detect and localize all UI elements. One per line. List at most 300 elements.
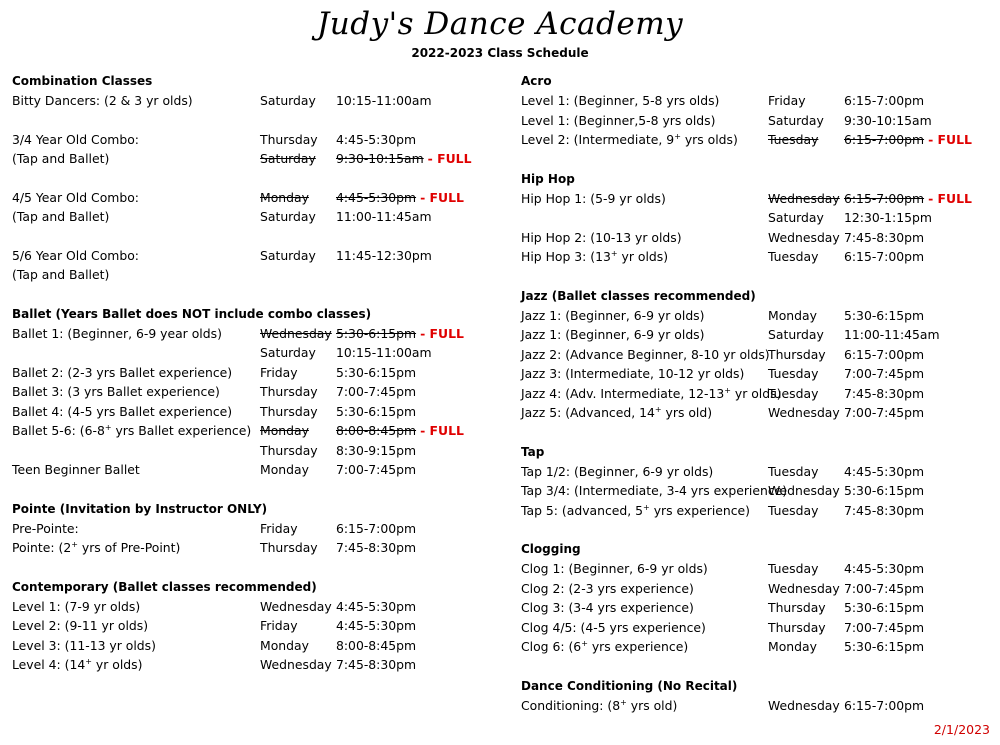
class-row xyxy=(12,441,502,461)
class-time: 10:15-11:00am xyxy=(336,345,432,360)
class-row xyxy=(12,460,502,480)
class-name xyxy=(12,149,109,169)
class-row xyxy=(521,462,991,482)
class-time-cell xyxy=(336,130,416,150)
class-day: Wednesday xyxy=(768,405,840,420)
class-name-text: 4/5 Year Old Combo: xyxy=(12,189,139,205)
class-day: Thursday xyxy=(260,442,318,458)
class-row xyxy=(12,265,502,285)
class-name-text: Bitty Dancers: (2 & 3 yr olds) xyxy=(12,93,193,108)
class-row xyxy=(12,655,502,675)
class-row xyxy=(521,384,991,404)
class-time-cell xyxy=(844,228,924,248)
class-time-cell xyxy=(336,91,432,111)
full-prefix: - xyxy=(420,423,426,438)
class-name xyxy=(521,696,677,716)
class-row xyxy=(12,402,502,422)
class-row xyxy=(12,149,502,169)
class-name-text: Hip Hop 1: (5-9 yr olds) xyxy=(521,190,666,206)
class-time-cell xyxy=(336,421,464,441)
class-time-cell xyxy=(336,324,464,344)
class-row xyxy=(12,207,502,227)
class-row xyxy=(521,306,991,326)
class-time: 7:45-8:30pm xyxy=(844,385,925,401)
class-name-text: Pointe: (2 xyxy=(12,540,72,555)
class-name-text: Pre-Pointe: xyxy=(12,520,79,536)
class-time-cell xyxy=(336,207,432,227)
class-time-cell xyxy=(844,481,924,501)
class-row xyxy=(521,189,991,209)
class-row xyxy=(521,598,991,618)
class-time: 7:00-7:45pm xyxy=(844,405,925,420)
spacer xyxy=(12,480,502,499)
class-name-text: 3/4 Year Old Combo: xyxy=(12,131,139,147)
class-time: 4:45-5:30pm xyxy=(844,463,925,479)
class-time: 11:00-11:45am xyxy=(336,209,432,224)
class-name-text-after: yrs old) xyxy=(661,405,713,420)
class-time: 6:15-7:00pm xyxy=(844,697,925,713)
class-name-text: Jazz 1: (Beginner, 6-9 yr olds) xyxy=(521,307,705,323)
class-day: Friday xyxy=(260,520,298,536)
schedule-section xyxy=(12,577,502,675)
class-time-cell xyxy=(844,462,924,482)
class-name xyxy=(521,403,712,423)
class-day: Wednesday xyxy=(768,697,840,713)
class-time-cell xyxy=(844,325,940,345)
class-name-text: Hip Hop 3: (13 xyxy=(521,249,611,264)
class-name-text: Jazz 1: (Beginner, 6-9 yr olds) xyxy=(521,327,705,342)
section-title: Hip Hop xyxy=(521,171,575,186)
class-name xyxy=(521,91,719,111)
full-prefix: - xyxy=(928,190,934,206)
class-name xyxy=(521,579,694,599)
spacer xyxy=(521,520,991,539)
section-title: Ballet (Years Ballet does NOT include combo classes) xyxy=(12,306,372,321)
class-time: 5:30-6:15pm xyxy=(336,325,417,341)
class-name-text: Tap 5: (advanced, 5 xyxy=(521,502,644,518)
class-name xyxy=(521,559,708,579)
class-day: Tuesday xyxy=(768,502,819,518)
class-day: Monday xyxy=(260,423,309,438)
class-name xyxy=(521,247,668,267)
section-title: Dance Conditioning (No Recital) xyxy=(521,678,738,693)
class-row xyxy=(12,246,502,266)
class-day: Saturday xyxy=(260,345,316,360)
class-day: Friday xyxy=(260,618,298,633)
class-time: 7:00-7:45pm xyxy=(844,366,925,381)
class-name xyxy=(12,519,79,539)
class-time-cell xyxy=(336,519,416,539)
plus-superscript: + xyxy=(643,502,650,512)
class-name-text-after: yr olds) xyxy=(730,385,782,401)
class-day: Saturday xyxy=(260,93,316,108)
class-name-text: 5/6 Year Old Combo: xyxy=(12,247,139,263)
class-time: 5:30-6:15pm xyxy=(336,364,417,380)
class-row xyxy=(521,208,991,228)
class-row xyxy=(521,501,991,521)
class-row xyxy=(521,345,991,365)
class-row xyxy=(521,111,991,131)
class-name xyxy=(12,421,251,441)
spacer xyxy=(12,169,502,188)
full-prefix: - xyxy=(928,132,934,147)
class-time: 7:00-7:45pm xyxy=(844,580,925,596)
class-time: 4:45-5:30pm xyxy=(844,561,925,576)
class-row xyxy=(521,364,991,384)
full-badge xyxy=(420,190,464,205)
class-row xyxy=(12,130,502,150)
class-name xyxy=(12,597,140,617)
class-time: 10:15-11:00am xyxy=(336,93,432,108)
class-name-text: Hip Hop 2: (10-13 yr olds) xyxy=(521,229,682,245)
class-name xyxy=(12,460,140,480)
class-name xyxy=(12,207,109,227)
class-day: Monday xyxy=(768,639,817,654)
class-time: 8:30-9:15pm xyxy=(336,442,417,458)
class-row xyxy=(521,228,991,248)
class-time-cell xyxy=(336,616,416,636)
class-time-cell xyxy=(336,382,416,402)
page-subtitle: 2022-2023 Class Schedule xyxy=(411,46,589,60)
class-row xyxy=(12,91,502,111)
class-time-cell xyxy=(336,149,471,169)
class-day: Saturday xyxy=(260,247,316,263)
class-row xyxy=(12,343,502,363)
section-title: Combination Classes xyxy=(12,74,153,88)
class-time-cell xyxy=(336,636,416,656)
class-day: Friday xyxy=(260,364,298,380)
class-day: Monday xyxy=(260,462,309,477)
class-time: 6:15-7:00pm xyxy=(844,190,925,206)
plus-superscript: + xyxy=(724,385,731,395)
class-day: Thursday xyxy=(768,619,826,635)
class-name-text-after: yrs old) xyxy=(626,697,678,713)
full-label: FULL xyxy=(437,151,472,166)
class-day: Saturday xyxy=(768,327,824,342)
spacer xyxy=(521,657,991,676)
class-name xyxy=(521,598,694,618)
class-time-cell xyxy=(844,111,932,131)
class-time-cell xyxy=(336,363,416,383)
section-title: Pointe (Invitation by Instructor ONLY) xyxy=(12,501,268,516)
class-time-cell xyxy=(844,130,972,150)
class-name xyxy=(521,306,704,326)
class-name xyxy=(12,538,180,558)
full-badge xyxy=(428,151,472,166)
class-name-text: Level 1: (7-9 yr olds) xyxy=(12,598,141,614)
class-time-cell xyxy=(844,189,972,209)
class-name xyxy=(521,384,781,404)
schedule-section xyxy=(521,676,991,716)
class-day: Tuesday xyxy=(768,385,819,401)
right-column xyxy=(521,71,991,715)
class-day: Monday xyxy=(260,189,309,205)
class-row xyxy=(521,637,991,657)
class-name-text: Ballet 3: (3 yrs Ballet experience) xyxy=(12,384,220,399)
schedule-section xyxy=(12,304,502,499)
class-time: 7:00-7:45pm xyxy=(336,462,417,477)
class-day: Thursday xyxy=(260,540,318,555)
class-day: Wednesday xyxy=(260,325,332,341)
class-row xyxy=(12,363,502,383)
class-time-cell xyxy=(844,579,924,599)
schedule-section xyxy=(12,499,502,577)
class-name-text: Jazz 3: (Intermediate, 10-12 yr olds) xyxy=(521,366,745,381)
class-day: Thursday xyxy=(260,403,318,419)
class-name xyxy=(521,637,688,657)
class-name-text: Ballet 5-6: (6-8 xyxy=(12,423,105,438)
class-time-cell xyxy=(844,598,924,618)
class-time-cell xyxy=(844,618,924,638)
class-time-cell xyxy=(844,696,924,716)
class-row xyxy=(521,91,991,111)
class-time: 6:15-7:00pm xyxy=(336,520,417,536)
class-name-text: (Tap and Ballet) xyxy=(12,267,110,282)
class-day: Tuesday xyxy=(768,132,819,147)
class-time: 7:45-8:30pm xyxy=(844,502,925,518)
class-day: Wednesday xyxy=(768,229,840,245)
class-day: Saturday xyxy=(260,151,316,166)
class-day: Monday xyxy=(768,307,817,323)
class-row xyxy=(521,325,991,345)
full-label: FULL xyxy=(429,189,464,205)
class-name-text-after: yrs olds) xyxy=(680,132,738,147)
class-day: Tuesday xyxy=(768,249,819,264)
left-column xyxy=(12,71,502,675)
class-day: Wednesday xyxy=(260,657,332,672)
spacer xyxy=(12,558,502,577)
class-time: 11:45-12:30pm xyxy=(336,247,432,263)
schedule-section xyxy=(12,71,502,304)
section-title: Clogging xyxy=(521,542,581,556)
schedule-section xyxy=(521,286,991,442)
class-row xyxy=(521,403,991,423)
class-time-cell xyxy=(844,345,924,365)
class-name-text: Jazz 5: (Advanced, 14 xyxy=(521,405,655,420)
class-row xyxy=(12,382,502,402)
section-title: Tap xyxy=(521,444,545,459)
class-time-cell xyxy=(844,208,932,228)
class-name-text: Ballet 4: (4-5 yrs Ballet experience) xyxy=(12,403,233,419)
class-name xyxy=(12,382,220,402)
class-time-cell xyxy=(336,538,416,558)
class-name xyxy=(12,655,142,675)
class-day: Thursday xyxy=(768,600,826,615)
class-name-text-after: yrs experience) xyxy=(587,639,689,654)
class-name xyxy=(521,501,750,521)
class-name xyxy=(521,228,682,248)
class-row xyxy=(12,636,502,656)
class-time: 9:30-10:15am xyxy=(336,151,424,166)
class-time-cell xyxy=(844,403,924,423)
class-name-text-after: yr olds) xyxy=(617,249,669,264)
class-name-text: Ballet 1: (Beginner, 6-9 year olds) xyxy=(12,325,222,341)
class-name-text: Teen Beginner Ballet xyxy=(12,462,140,477)
plus-superscript: + xyxy=(654,404,662,414)
class-name-text: Clog 4/5: (4-5 yrs experience) xyxy=(521,619,706,635)
class-day: Saturday xyxy=(260,209,316,224)
spacer xyxy=(521,267,991,286)
class-time-cell xyxy=(336,597,416,617)
class-time-cell xyxy=(844,501,924,521)
class-name-text: Tap 1/2: (Beginner, 6-9 yr olds) xyxy=(521,463,714,479)
class-day: Friday xyxy=(768,93,806,108)
class-time: 5:30-6:15pm xyxy=(844,639,925,654)
spacer xyxy=(12,285,502,304)
class-name xyxy=(521,618,706,638)
class-time: 9:30-10:15am xyxy=(844,112,932,128)
spacer xyxy=(521,423,991,442)
class-name xyxy=(521,462,713,482)
class-time: 7:45-8:30pm xyxy=(336,540,417,555)
class-row xyxy=(12,421,502,441)
class-time-cell xyxy=(336,460,416,480)
plus-superscript: + xyxy=(85,656,92,666)
class-time-cell xyxy=(844,637,924,657)
class-day: Saturday xyxy=(768,210,824,225)
class-row xyxy=(12,324,502,344)
class-day: Thursday xyxy=(768,346,826,362)
class-name-text-after: yrs of Pre-Point) xyxy=(77,540,181,555)
class-time-cell xyxy=(336,655,416,675)
plus-superscript: + xyxy=(610,248,618,258)
class-time: 7:00-7:45pm xyxy=(336,384,417,399)
class-time: 12:30-1:15pm xyxy=(844,210,932,225)
spacer xyxy=(521,150,991,169)
class-name-text: Jazz 2: (Advance Beginner, 8-10 yr olds) xyxy=(521,346,770,362)
class-name xyxy=(12,265,109,285)
class-name xyxy=(521,345,770,365)
class-name-text: Jazz 4: (Adv. Intermediate, 12-13 xyxy=(521,385,725,401)
class-name-text: Level 1: (Beginner,5-8 yrs olds) xyxy=(521,112,716,128)
class-name xyxy=(12,246,139,266)
class-time-cell xyxy=(336,441,416,461)
class-time: 8:00-8:45pm xyxy=(336,423,417,438)
class-time-cell xyxy=(844,247,924,267)
class-name-text-after: yrs experience) xyxy=(649,502,751,518)
class-day: Tuesday xyxy=(768,366,819,381)
class-time: 5:30-6:15pm xyxy=(336,403,417,419)
schedule-section xyxy=(521,71,991,169)
class-row xyxy=(521,579,991,599)
full-label: FULL xyxy=(429,325,464,341)
class-name-text: Level 3: (11-13 yr olds) xyxy=(12,637,156,653)
spacer xyxy=(12,227,502,246)
schedule-section xyxy=(521,169,991,286)
class-name xyxy=(12,402,232,422)
class-time: 5:30-6:15pm xyxy=(844,600,925,615)
class-name-text: Ballet 2: (2-3 yrs Ballet experience) xyxy=(12,364,233,380)
class-time-cell xyxy=(844,384,924,404)
class-time: 6:15-7:00pm xyxy=(844,346,925,362)
class-time: 4:45-5:30pm xyxy=(336,598,417,614)
class-time-cell xyxy=(336,343,432,363)
class-row xyxy=(521,130,991,150)
class-name-text: Clog 1: (Beginner, 6-9 yr olds) xyxy=(521,561,708,576)
class-name-text: Level 2: (9-11 yr olds) xyxy=(12,618,149,633)
class-name-text: (Tap and Ballet) xyxy=(12,209,110,224)
class-name xyxy=(12,636,156,656)
section-title: Contemporary (Ballet classes recommended) xyxy=(12,579,317,594)
plus-superscript: + xyxy=(674,131,681,141)
class-name xyxy=(12,188,139,208)
class-name-text: Level 1: (Beginner, 5-8 yrs olds) xyxy=(521,93,720,108)
full-badge xyxy=(420,423,464,438)
class-name xyxy=(12,363,232,383)
plus-superscript: + xyxy=(581,638,588,648)
plus-superscript: + xyxy=(71,539,78,549)
class-time-cell xyxy=(844,364,924,384)
class-day: Tuesday xyxy=(768,561,819,576)
class-name xyxy=(521,325,704,345)
class-row xyxy=(12,538,502,558)
full-label: FULL xyxy=(937,132,972,147)
class-time: 11:00-11:45am xyxy=(844,327,940,342)
class-name xyxy=(521,364,744,384)
class-name xyxy=(12,324,222,344)
class-row xyxy=(521,559,991,579)
class-row xyxy=(521,481,991,501)
class-name-text: Clog 6: (6 xyxy=(521,639,582,654)
class-time-cell xyxy=(336,246,432,266)
full-prefix: - xyxy=(420,189,426,205)
class-day: Thursday xyxy=(260,384,318,399)
spacer xyxy=(12,111,502,130)
class-time: 6:15-7:00pm xyxy=(844,132,925,147)
class-time: 6:15-7:00pm xyxy=(844,249,925,264)
class-day: Thursday xyxy=(260,131,318,147)
class-row xyxy=(521,247,991,267)
plus-superscript: + xyxy=(620,697,627,707)
schedule-section xyxy=(521,442,991,540)
class-time: 4:45-5:30pm xyxy=(336,618,417,633)
class-time: 8:00-8:45pm xyxy=(336,637,417,653)
class-time: 4:45-5:30pm xyxy=(336,131,417,147)
class-time: 5:30-6:15pm xyxy=(844,307,925,323)
class-name-text: Clog 2: (2-3 yrs experience) xyxy=(521,580,694,596)
full-prefix: - xyxy=(427,151,433,166)
class-name-text: Level 4: (14 xyxy=(12,657,86,672)
class-time: 7:45-8:30pm xyxy=(336,657,417,672)
class-day: Wednesday xyxy=(768,190,840,206)
class-name-text-after: yr olds) xyxy=(91,657,143,672)
class-name xyxy=(12,91,193,111)
class-time: 5:30-6:15pm xyxy=(844,483,925,498)
class-time: 7:00-7:45pm xyxy=(844,619,925,635)
class-time-cell xyxy=(844,91,924,111)
class-row xyxy=(12,597,502,617)
class-name xyxy=(521,111,715,131)
class-name-text-after: yrs Ballet experience) xyxy=(111,423,252,438)
class-time-cell xyxy=(844,559,924,579)
section-title: Jazz (Ballet classes recommended) xyxy=(521,288,756,303)
class-name-text: Tap 3/4: (Intermediate, 3-4 yrs experience) xyxy=(521,483,788,498)
full-badge xyxy=(928,132,972,147)
class-row xyxy=(12,616,502,636)
plus-superscript: + xyxy=(104,422,112,432)
class-time-cell xyxy=(336,402,416,422)
class-day: Wednesday xyxy=(260,598,332,614)
class-time: 7:45-8:30pm xyxy=(844,229,925,245)
full-badge xyxy=(420,326,464,341)
class-time: 6:15-7:00pm xyxy=(844,93,925,108)
full-label: FULL xyxy=(937,190,972,206)
class-day: Wednesday xyxy=(768,580,840,596)
page-title: Judy's Dance Academy xyxy=(316,6,684,42)
class-time-cell xyxy=(844,306,924,326)
class-day: Monday xyxy=(260,637,309,653)
class-name-text: Conditioning: (8 xyxy=(521,697,621,713)
